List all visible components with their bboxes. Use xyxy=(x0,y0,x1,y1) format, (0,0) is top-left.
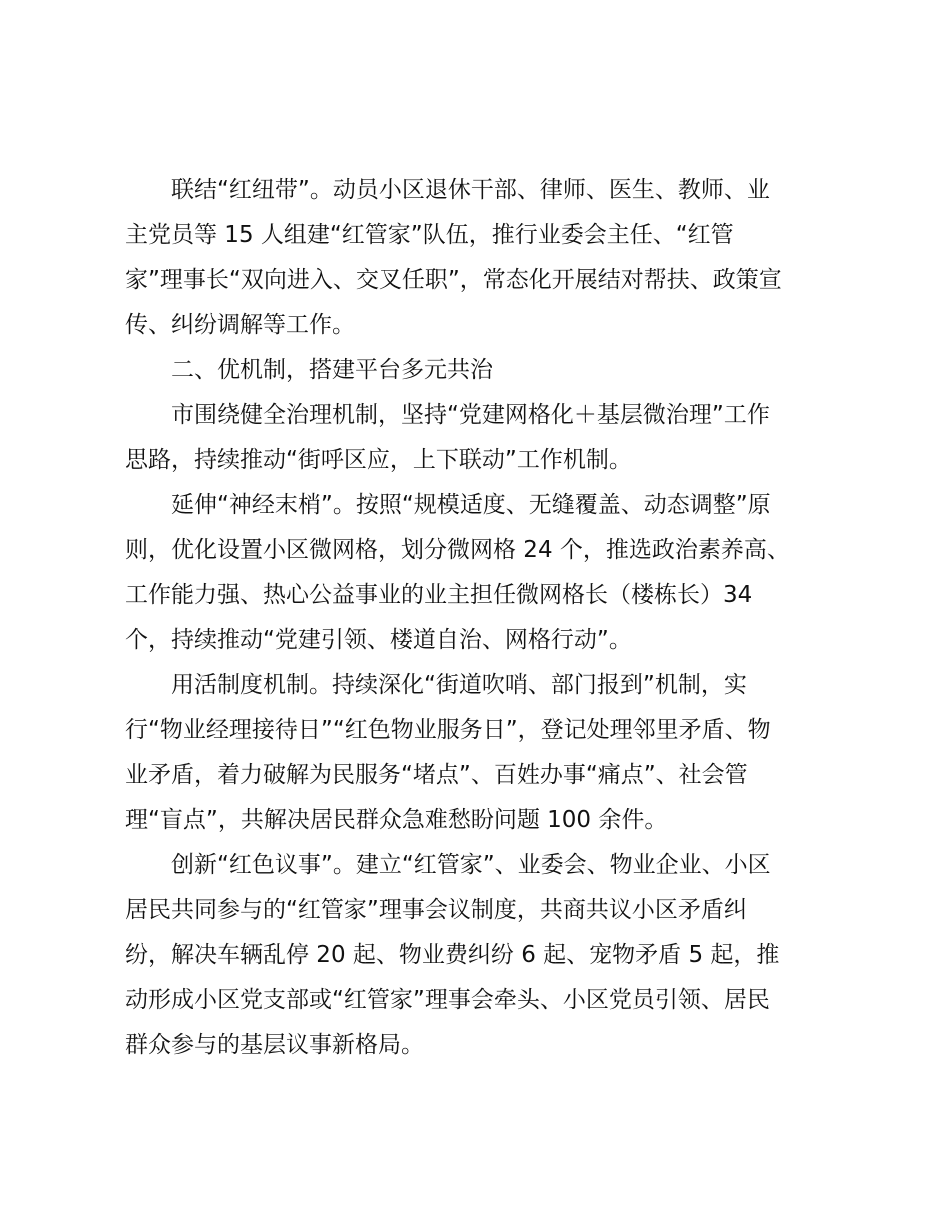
paragraph-mechanism-intro xyxy=(125,393,830,483)
text-line: 群众参与的基层议事新格局。 xyxy=(125,1032,424,1058)
text-line: 纷，解决车辆乱停 20 起、物业费纠纷 6 起、宠物矛盾 5 起，推 xyxy=(125,942,780,968)
text-line: 动形成小区党支部或“红管家”理事会牵头、小区党员引领、居民 xyxy=(125,987,770,1013)
text-line: 主党员等 15 人组建“红管家”队伍，推行业委会主任、“红管 xyxy=(125,222,734,248)
text-line: 居民共同参与的“红管家”理事会议制度，共商共议小区矛盾纠 xyxy=(125,897,747,923)
text-line: 理“盲点”，共解决居民群众急难愁盼问题 100 余件。 xyxy=(125,807,668,833)
document-body xyxy=(125,168,830,1068)
text-line: 思路，持续推动“街呼区应，上下联动”工作机制。 xyxy=(125,447,632,473)
text-line: 业矛盾，着力破解为民服务“堵点”、百姓办事“痛点”、社会管 xyxy=(125,762,748,788)
paragraph-nerve-endings xyxy=(125,483,830,663)
text-line: 联结“红纽带”。动员小区退休干部、律师、医生、教师、业 xyxy=(171,177,770,203)
text-line: 市围绕健全治理机制，坚持“党建网格化＋基层微治理”工作 xyxy=(171,402,770,428)
heading-line: 二、优机制，搭建平台多元共治 xyxy=(171,357,493,383)
paragraph-red-ribbon xyxy=(125,168,830,348)
text-line: 用活制度机制。持续深化“街道吹哨、部门报到”机制，实 xyxy=(171,672,747,698)
text-line: 家”理事长“双向进入、交叉任职”，常态化开展结对帮扶、政策宣 xyxy=(125,267,782,293)
text-line: 延伸“神经末梢”。按照“规模适度、无缝覆盖、动态调整”原 xyxy=(171,492,771,518)
text-line: 传、纠纷调解等工作。 xyxy=(125,312,355,338)
text-line: 工作能力强、热心公益事业的业主担任微网格长（楼栋长）34 xyxy=(125,582,753,608)
text-line: 则，优化设置小区微网格，划分微网格 24 个，推选政治素养高、 xyxy=(125,537,790,563)
text-line: 个，持续推动“党建引领、楼道自治、网格行动”。 xyxy=(125,627,632,653)
text-line: 创新“红色议事”。建立“红管家”、业委会、物业企业、小区 xyxy=(171,852,771,878)
paragraph-flexible-system xyxy=(125,663,830,843)
text-line: 行“物业经理接待日”“红色物业服务日”，登记处理邻里矛盾、物 xyxy=(125,717,771,743)
section-heading xyxy=(125,348,830,393)
paragraph-red-discussion xyxy=(125,843,830,1068)
